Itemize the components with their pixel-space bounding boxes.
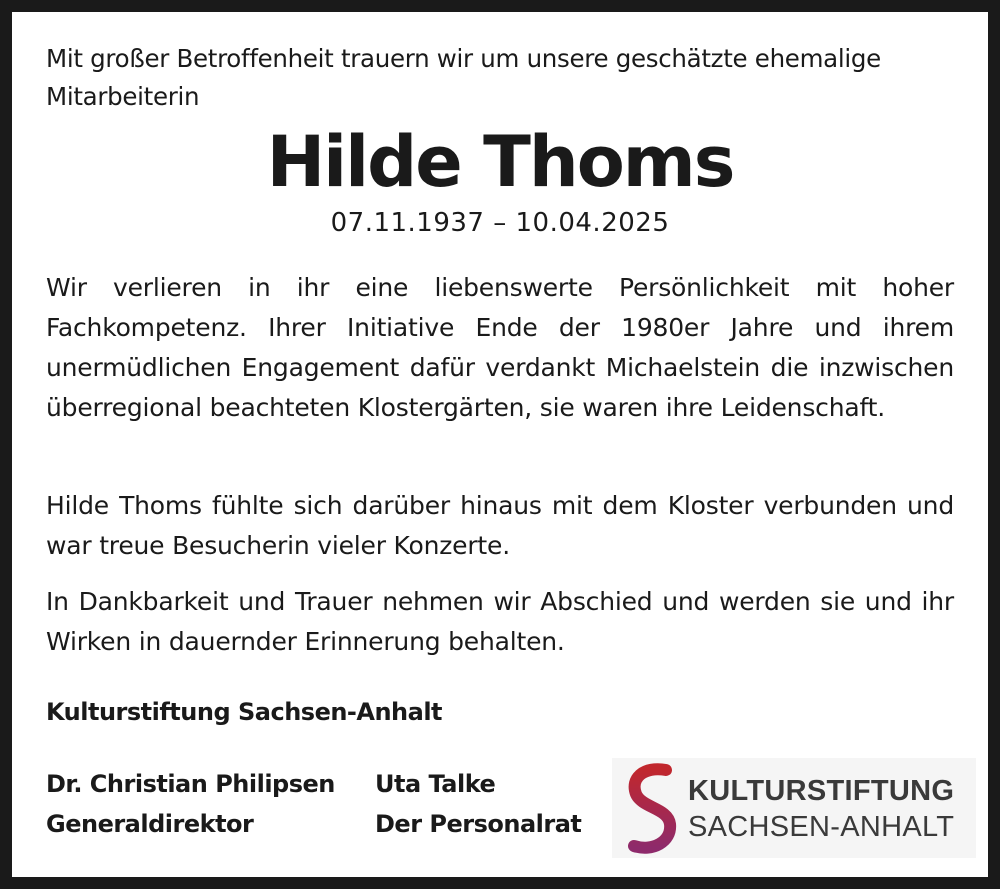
signatory-role: Generaldirektor <box>46 810 254 838</box>
s-mark-icon <box>622 760 682 856</box>
paragraph-farewell: In Dankbarkeit und Trauer nehmen wir Abschied und werden sie und ihr Wirken in dauernder Erinnerung behalten. <box>46 587 954 656</box>
kulturstiftung-logo <box>612 758 976 858</box>
life-dates: 07.11.1937 – 10.04.2025 <box>330 208 670 238</box>
logo-text-line1: KULTURSTIFTUNG <box>688 775 955 807</box>
signatory-council <box>375 764 581 844</box>
paragraph-connection: Hilde Thoms fühlte sich darüber hinaus mit dem Kloster verbunden und war treue Besucherin vieler Konzerte. <box>46 491 954 560</box>
signatory-name: Dr. Christian Philipsen <box>46 770 335 798</box>
signatory-name: Uta Talke <box>375 770 496 798</box>
signatory-role: Der Personalrat <box>375 810 582 838</box>
signatory-director <box>46 764 335 844</box>
organization-name: Kulturstiftung Sachsen-Anhalt <box>46 698 443 726</box>
deceased-name: Hilde Thoms <box>266 121 734 203</box>
paragraph-tribute: Wir verlieren in ihr eine liebenswerte Persönlichkeit mit hoher Fachkompetenz. Ihrer Initiative Ende der 1980er Jahre und ihrem unermüdlichen Engagement dafür verdankt Michaelstein die inzwischen überregional beachteten Klostergärten, sie waren ihre Leidenschaft. <box>46 273 954 422</box>
intro-text: Mit großer Betroffenheit trauern wir um unsere geschätzte ehemalige Mitarbeiterin <box>46 44 881 111</box>
logo-text-line2: SACHSEN-ANHALT <box>688 811 955 843</box>
